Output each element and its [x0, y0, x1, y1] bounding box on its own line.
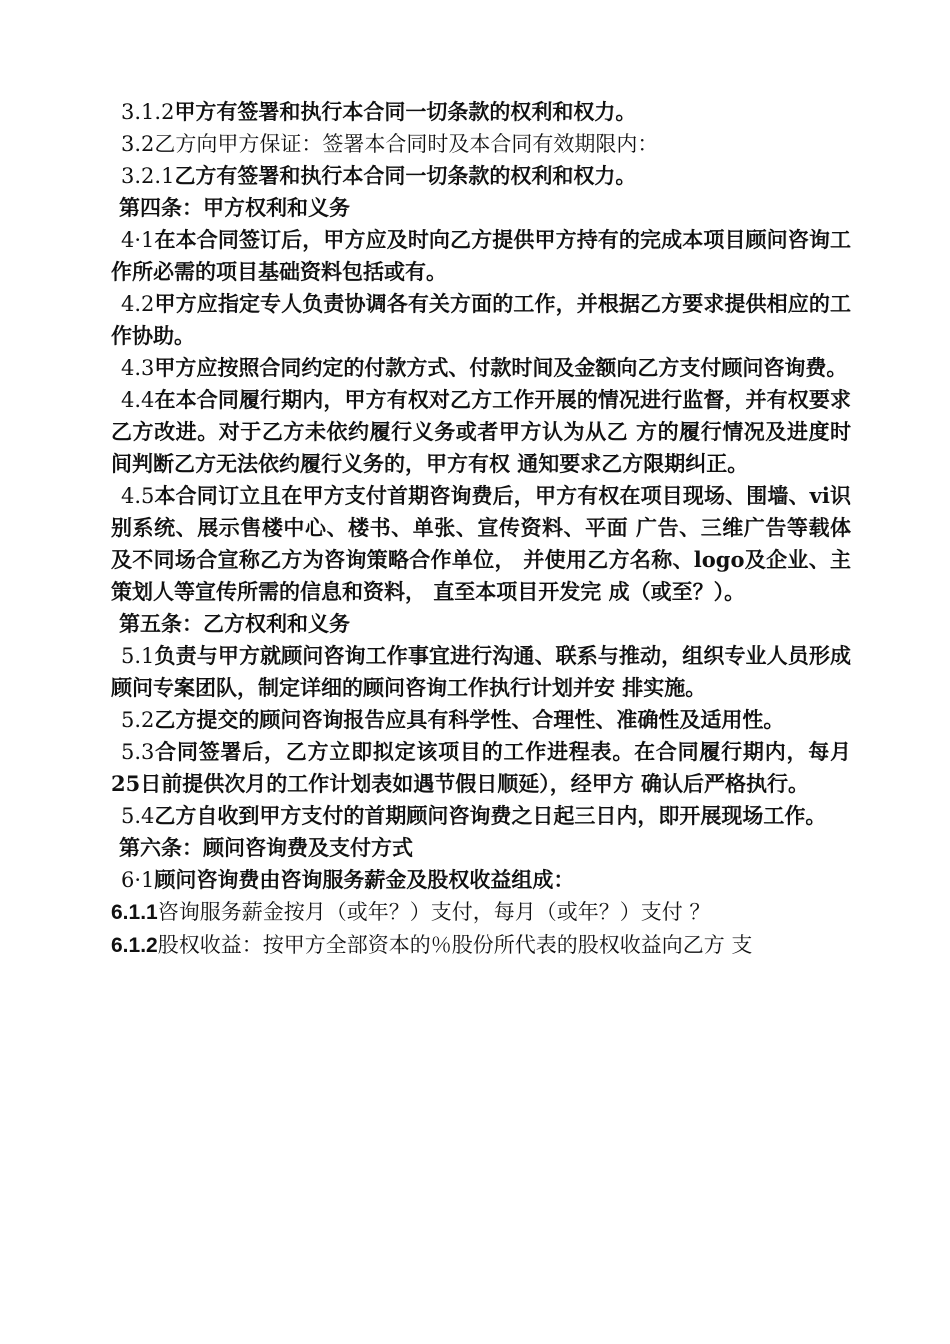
clause-5-1	[111, 640, 851, 704]
clause-text: 甲方应按照合同约定的付款方式、付款时间及金额向乙方支付顾问咨询费。	[154, 355, 848, 380]
clause-text: 合同签署后，乙方立即拟定该项目的工作进程表。在合同履行期内，每月25日前提供次月的工作计划表如遇节假日顺延），经甲方 确认后严格执行。	[111, 739, 851, 796]
clause-text: 股权收益：按甲方全部资本的％股份所代表的股权收益向乙方 支	[157, 933, 753, 957]
clause-4-3	[111, 352, 851, 384]
clause-number: 6.1.1	[111, 901, 158, 924]
clause-4-1	[111, 224, 851, 288]
clause-number: 4.2	[121, 292, 155, 316]
clause-number: 3.2.1	[121, 164, 175, 188]
clause-4-4	[111, 384, 851, 480]
clause-text: 本合同订立且在甲方支付首期咨询费后，甲方有权在项目现场、围墙、vi识别系统、展示售楼中心、楼书、单张、宣传资料、平面 广告、三维广告等载体及不同场合宣称乙方为咨询策略合作单位， 并使用乙方名称、logo及企业、主策划人等宣传所需的信息和资料， 直至本项目开发完 成（或至？）。	[111, 483, 851, 604]
clause-4-5	[111, 480, 851, 608]
clause-text: 顾问咨询费由咨询服务薪金及股权收益组成：	[154, 867, 575, 892]
clause-text: 负责与甲方就顾问咨询工作事宜进行沟通、联系与推动，组织专业人员形成顾问专案团队，制定详细的顾问咨询工作执行计划并安 排实施。	[111, 643, 851, 700]
section-heading-article-4	[111, 192, 851, 224]
clause-text: 甲方有签署和执行本合同一切条款的权利和权力。	[174, 99, 637, 124]
clause-number: 5.3	[121, 740, 155, 764]
clause-number: 6·1	[121, 868, 155, 892]
clause-6-1-2	[111, 929, 851, 962]
heading-text: 第四条：甲方权利和义务	[119, 195, 350, 220]
heading-text: 第六条：顾问咨询费及支付方式	[119, 835, 413, 860]
clause-number: 5.1	[121, 644, 155, 668]
clause-text: 乙方有签署和执行本合同一切条款的权利和权力。	[174, 163, 637, 188]
clause-text: 咨询服务薪金按月（或年？）支付，每月（或年？）支付 ？	[157, 900, 711, 924]
clause-number: 6.1.2	[111, 934, 158, 957]
section-heading-article-5	[111, 608, 851, 640]
clause-3-2-1	[111, 160, 851, 192]
clause-4-2	[111, 288, 851, 352]
clause-number: 3.2	[121, 132, 155, 156]
clause-number: 4.3	[121, 356, 155, 380]
clause-number: 5.2	[121, 708, 155, 732]
clause-number: 4·1	[121, 228, 155, 252]
clause-text: 乙方自收到甲方支付的首期顾问咨询费之日起三日内，即开展现场工作。	[154, 803, 827, 828]
clause-number: 5.4	[121, 804, 155, 828]
clause-5-4	[111, 800, 851, 832]
clause-3-1-2	[111, 96, 851, 128]
clause-text: 甲方应指定专人负责协调各有关方面的工作，并根据乙方要求提供相应的工作协助。	[111, 291, 851, 348]
heading-text: 第五条：乙方权利和义务	[119, 611, 350, 636]
clause-6-1	[111, 864, 851, 896]
clause-number: 4.4	[121, 388, 155, 412]
clause-6-1-1	[111, 896, 851, 929]
clause-5-3	[111, 736, 851, 800]
document-page	[111, 96, 851, 962]
clause-text: 乙方向甲方保证：签署本合同时及本合同有效期限内：	[154, 132, 659, 156]
clause-text: 在本合同签订后，甲方应及时向乙方提供甲方持有的完成本项目顾问咨询工作所必需的项目基础资料包括或有。	[111, 227, 851, 284]
clause-number: 4.5	[121, 484, 155, 508]
clause-number: 3.1.2	[121, 100, 175, 124]
clause-3-2	[111, 128, 851, 160]
clause-5-2	[111, 704, 851, 736]
clause-text: 在本合同履行期内，甲方有权对乙方工作开展的情况进行监督，并有权要求乙方改进。对于乙方未依约履行义务或者甲方认为从乙 方的履行情况及进度时间判断乙方无法依约履行义务的，甲方有权 通知要求乙方限期纠正。	[111, 387, 851, 476]
section-heading-article-6	[111, 832, 851, 864]
clause-text: 乙方提交的顾问咨询报告应具有科学性、合理性、准确性及适用性。	[154, 707, 785, 732]
